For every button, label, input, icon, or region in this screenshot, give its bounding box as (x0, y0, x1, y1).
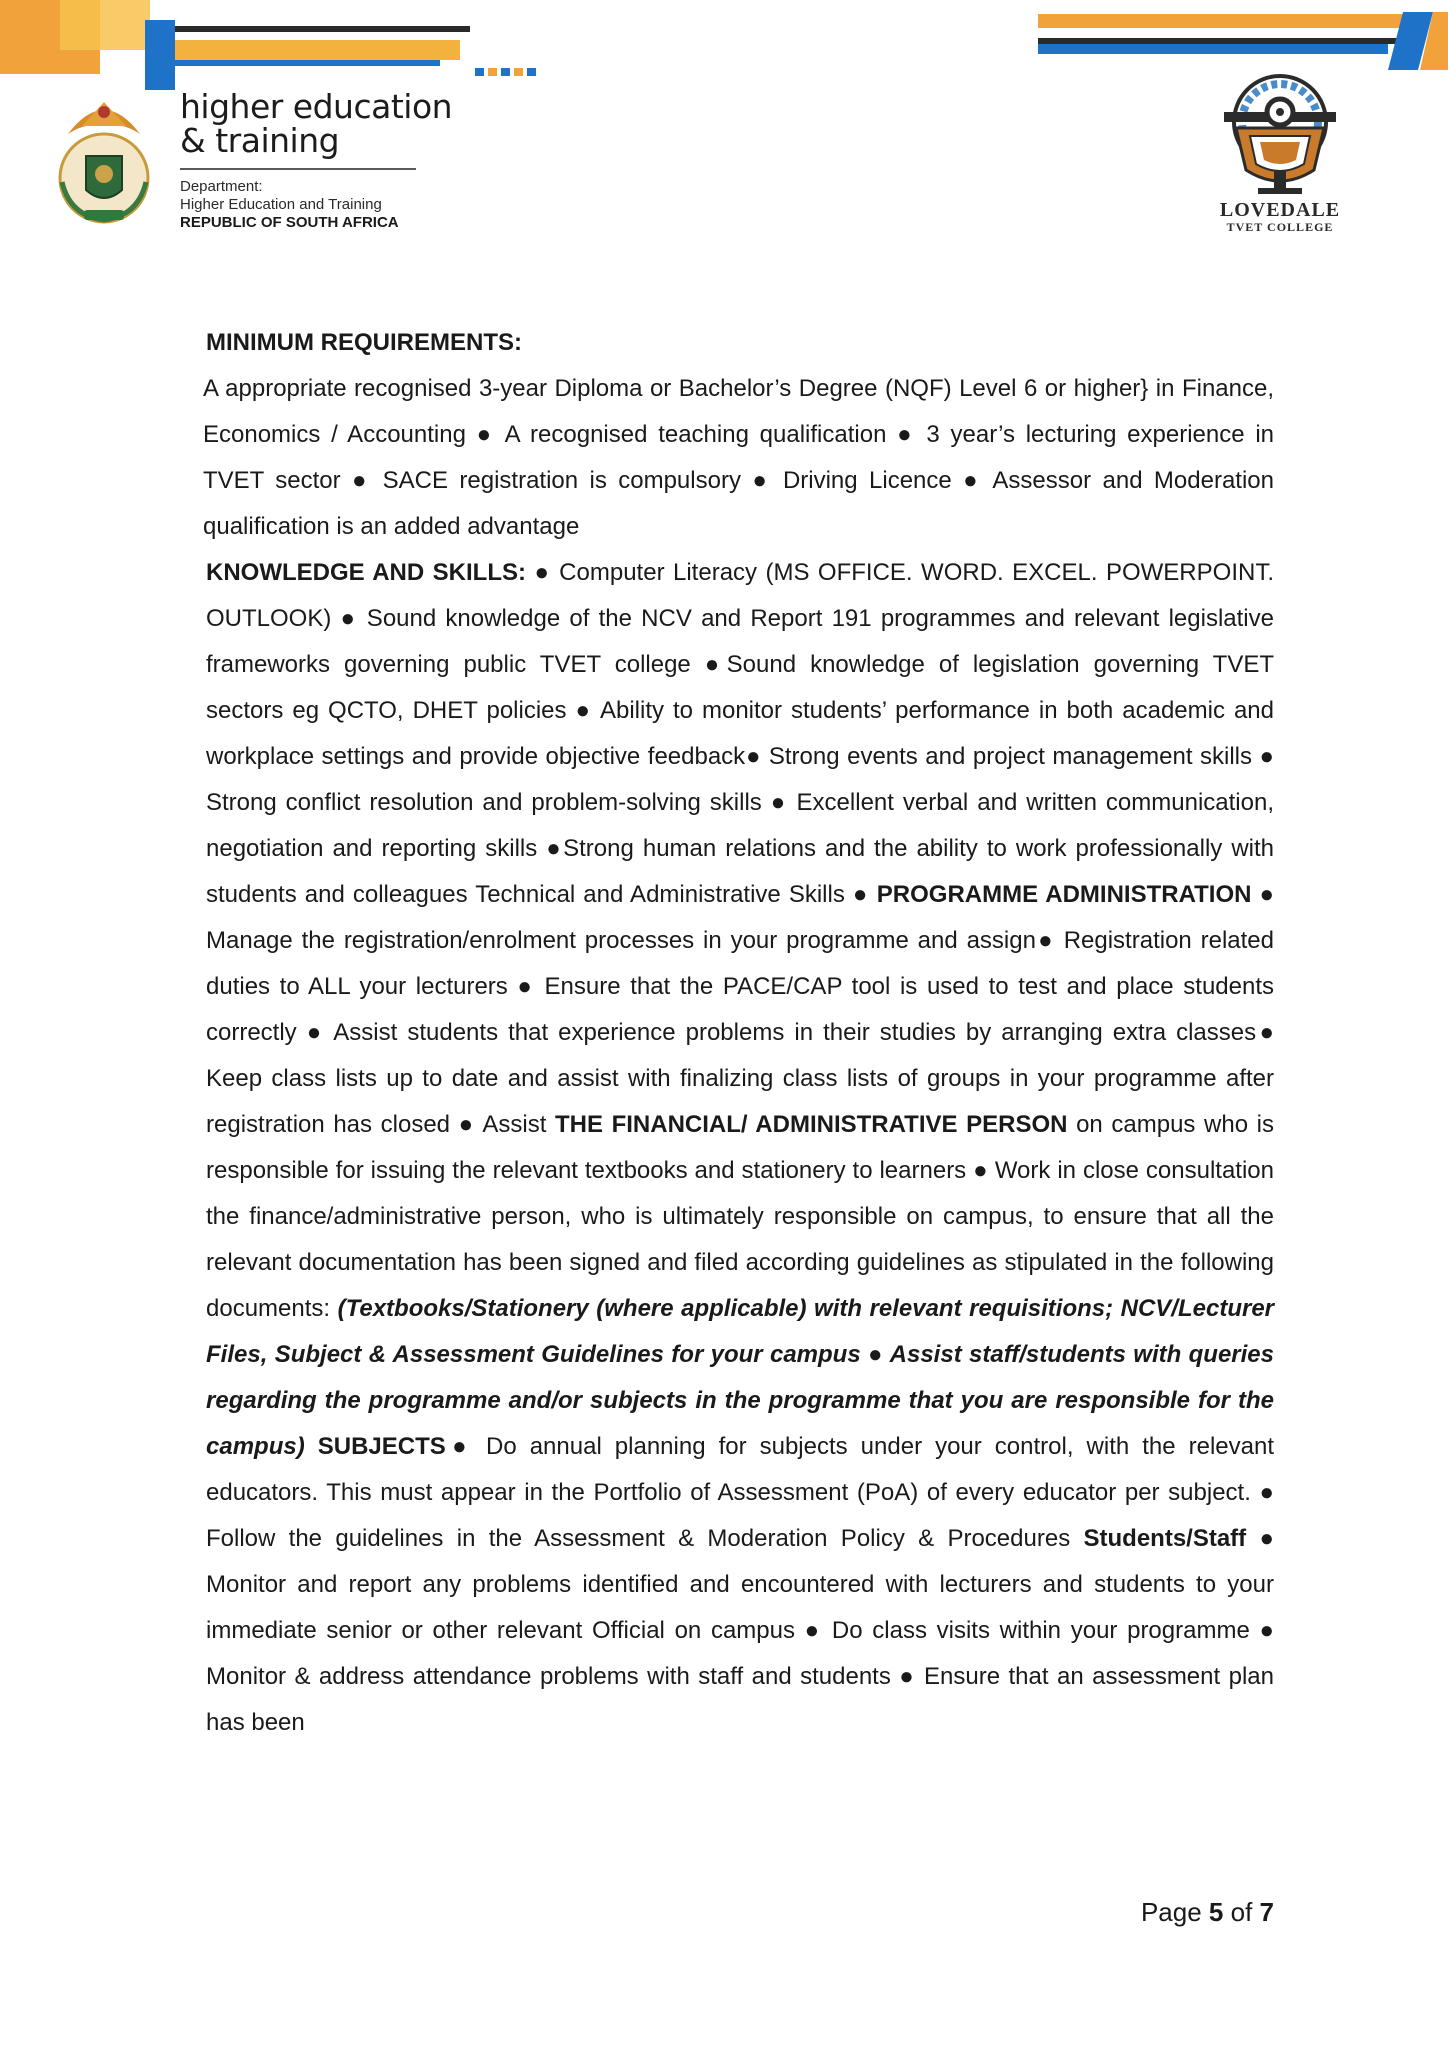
consultation-text: on campus who is responsible for issuing the relevant textbooks and stationery to learners ● Work in close consultation the finance/administrative person, who is ultimately responsible on campus, to ensure that all the relevant documentation has been signed and filed according guidelines as stipulated in the following documents: (206, 1111, 1274, 1322)
page-number (1141, 1895, 1274, 1929)
college-brand (1210, 70, 1350, 234)
monitoring-text: ● Monitor and report any problems identified and encountered with lecturers and students to your immediate senior or other relevant Official on campus ● Do class visits within your programme ● Monitor & address attendance problems with staff and students ● Ensure that an assessment plan has been (206, 1525, 1274, 1736)
department-divider (180, 168, 416, 170)
financial-person-heading: THE FINANCIAL/ ADMINISTRATIVE PERSON (554, 1111, 1068, 1138)
page-word: Page (1140, 1897, 1209, 1927)
knowledge-skills-paragraph (206, 550, 1274, 1746)
knowledge-skills-heading: KNOWLEDGE AND SKILLS: (206, 559, 526, 586)
header-stripes-left (0, 0, 560, 90)
students-staff-heading: Students/Staff (1083, 1525, 1247, 1552)
requirements-paragraph: A appropriate recognised 3-year Diploma or Bachelor’s Degree (NQF) Level 6 or higher} in Finance, Economics / Accounting ● A recognised teaching qualification ● 3 year’s lecturing experience in TVET sector ● SACE registration is compulsory ● Driving Licence ● Assessor and Moderation qualification is an added advantage (203, 375, 1274, 540)
page-of: of (1223, 1897, 1260, 1927)
department-brand (180, 87, 453, 232)
programme-administration-heading: PROGRAMME ADMINISTRATION (876, 881, 1252, 908)
document-body (203, 320, 1275, 1746)
coat-of-arms-icon (48, 86, 160, 226)
letterhead (0, 0, 1448, 250)
header-stripes-right (1008, 0, 1448, 70)
planning-text: ● Do annual planning for subjects under your control, with the relevant educators. This must appear in the Portfolio of Assessment (PoA) of every educator per subject. ● Follow the guidelines in the Assessment & Moderation Policy & Procedures (206, 1433, 1275, 1552)
lovedale-college-logo-icon (1214, 70, 1346, 198)
college-name: LOVEDALE (1219, 199, 1341, 221)
minimum-requirements-heading: MINIMUM REQUIREMENTS: (206, 329, 522, 356)
administration-text: ● Manage the registration/enrolment processes in your programme and assign● Registration related duties to ALL your lecturers ● Ensure that the PACE/CAP tool is used to test and place students correctly ● Assist students that experience problems in their studies by arranging extra classes● Keep class lists up to date and assist with finalizing class lists of groups in your programme after registration has closed ● Assist (206, 881, 1275, 1138)
department-wordmark: higher education & training (180, 87, 453, 160)
documents-list-text: (Textbooks/Stationery (where applicable) with relevant requisitions; NCV/Lecturer Files, Subject & Assessment Guidelines for your campus ● Assist staff/students with queries regarding the programme and/or subjects in the programme that you are responsible for the campus) (206, 1295, 1275, 1460)
page-current: 5 (1208, 1897, 1224, 1927)
subjects-heading: SUBJECTS (304, 1433, 446, 1460)
skills-text: ● Computer Literacy (MS OFFICE. WORD. EXCEL. POWERPOINT. OUTLOOK) ● Sound knowledge of the NCV and Report 191 programmes and relevant legislative frameworks governing public TVET college ●Sound knowledge of legislation governing TVET sectors eg QCTO, DHET policies ● Ability to monitor students’ performance in both academic and workplace settings and provide objective feedback● Strong events and project management skills ● Strong conflict resolution and problem-solving skills ● Excellent verbal and written communication, negotiation and reporting skills ●Strong human relations and the ability to work professionally with students and colleagues Technical and Administrative Skills ● (206, 559, 1274, 908)
page-total: 7 (1259, 1897, 1274, 1927)
college-subtitle: TVET COLLEGE (1226, 220, 1334, 234)
department-country: REPUBLIC OF SOUTH AFRICA (180, 214, 399, 231)
department-label: Department: (180, 178, 263, 195)
department-name: Higher Education and Training (180, 196, 382, 213)
